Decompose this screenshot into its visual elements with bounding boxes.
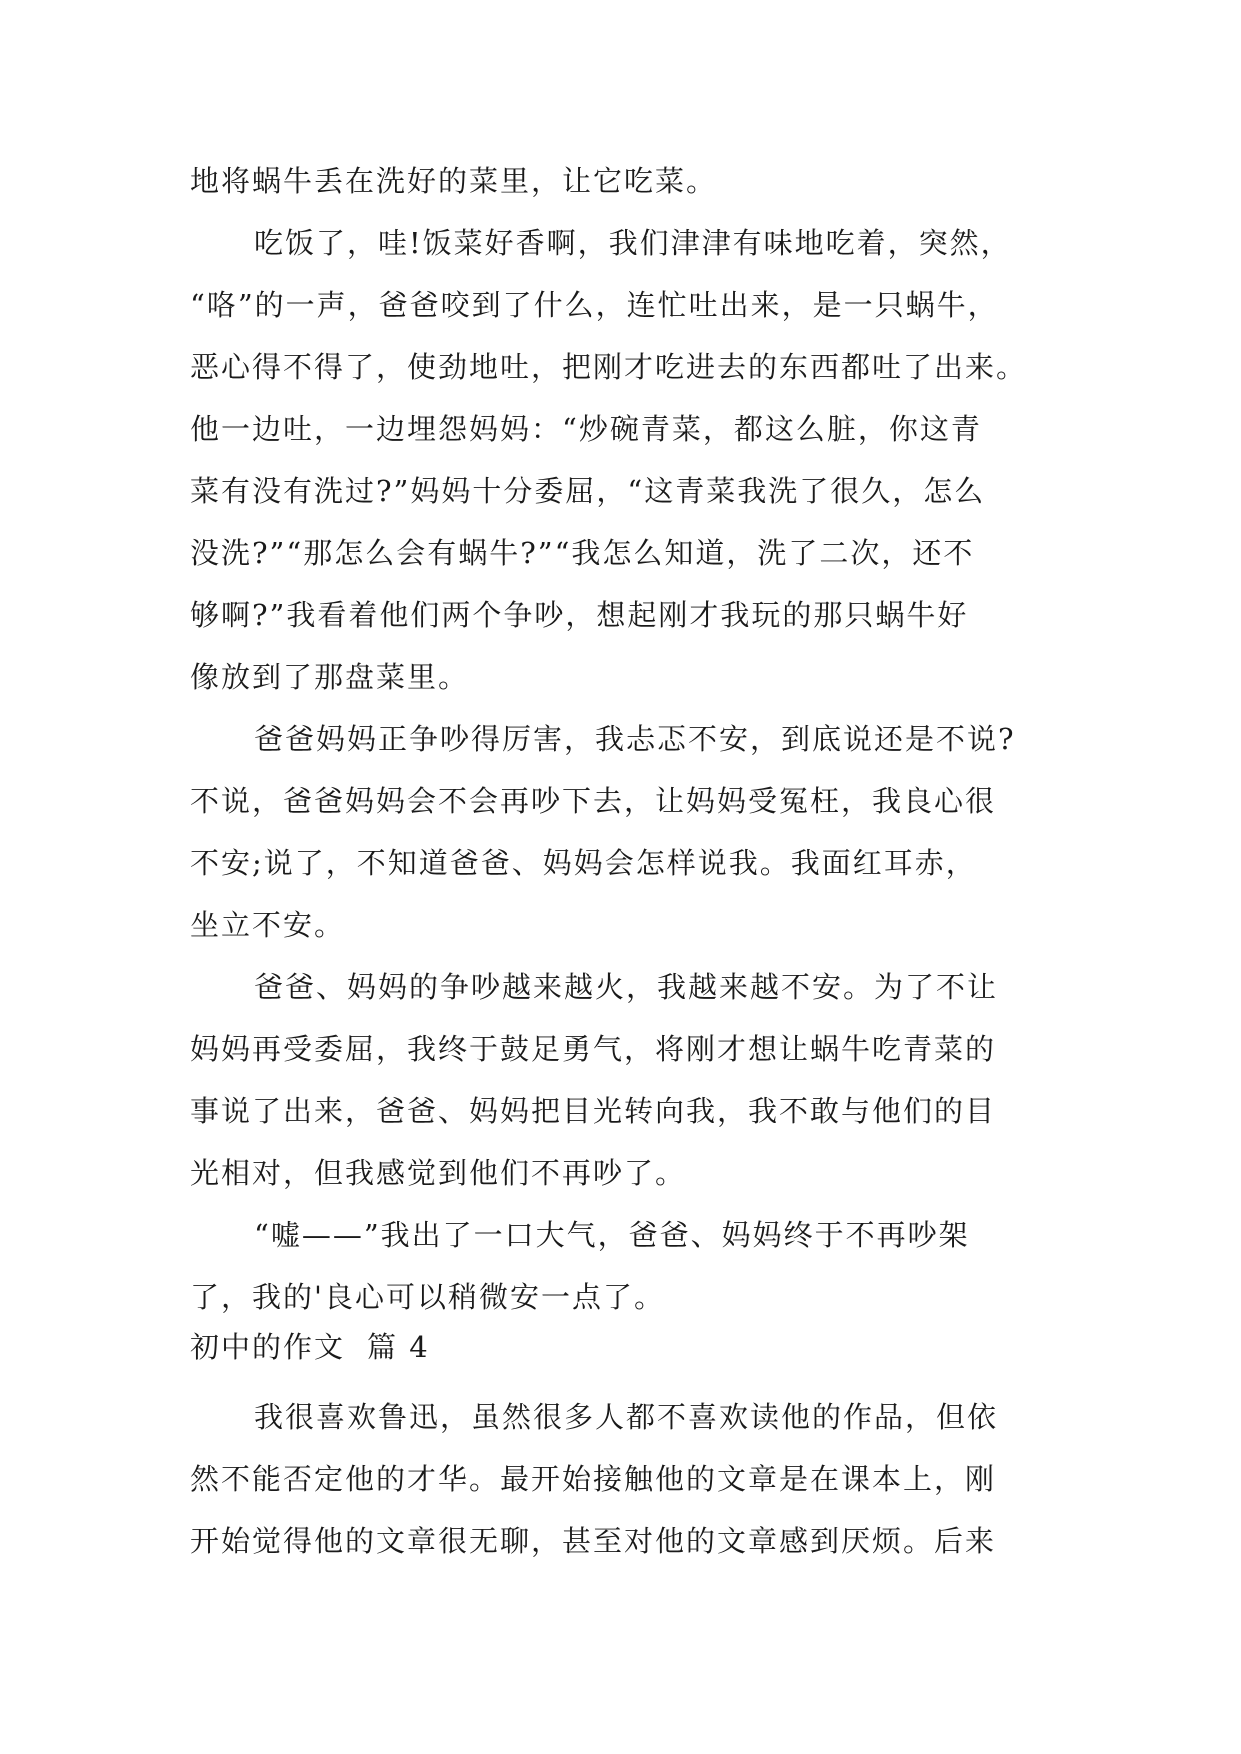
essay-heading (190, 1316, 430, 1378)
text-line: “咯”的一声，爸爸咬到了什么，连忙吐出来，是一只蜗牛， (190, 288, 999, 322)
text-line: “嘘——”我出了一口大气，爸爸、妈妈终于不再吵架 (254, 1218, 970, 1252)
essay-title: 初中的作文 (190, 1330, 346, 1364)
text-line: 然不能否定他的才华。最开始接触他的文章是在课本上，刚 (190, 1462, 997, 1496)
text-line: 吃饭了，哇!饭菜好香啊，我们津津有味地吃着，突然， (254, 226, 1012, 260)
text-line: 坐立不安。 (190, 908, 346, 942)
essay-section-3 (190, 150, 1070, 1328)
text-line: 爸爸、妈妈的争吵越来越火，我越来越不安。为了不让 (254, 970, 999, 1004)
text-line: 不说，爸爸妈妈会不会再吵下去，让妈妈受冤枉，我良心很 (190, 784, 997, 818)
text-line: 地将蜗牛丢在洗好的菜里，让它吃菜。 (190, 164, 718, 198)
text-line: 妈妈再受委屈，我终于鼓足勇气，将刚才想让蜗牛吃青菜的 (190, 1032, 997, 1066)
text-line: 菜有没有洗过?”妈妈十分委屈，“这青菜我洗了很久，怎么 (190, 474, 986, 508)
text-line: 爸爸妈妈正争吵得厉害，我忐忑不安，到底说还是不说? (254, 722, 1016, 756)
text-line: 开始觉得他的文章很无聊，甚至对他的文章感到厌烦。后来 (190, 1524, 997, 1558)
text-line: 事说了出来，爸爸、妈妈把目光转向我，我不敢与他们的目 (190, 1094, 997, 1128)
essay-part-number: 篇 4 (367, 1330, 430, 1364)
text-line: 像放到了那盘菜里。 (190, 660, 470, 694)
text-line: 不安;说了，不知道爸爸、妈妈会怎样说我。我面红耳赤， (190, 846, 977, 880)
essay-section-4 (190, 1386, 1070, 1572)
text-line: 他一边吐，一边埋怨妈妈：“炒碗青菜，都这么脏，你这青 (190, 412, 982, 446)
text-line: 了，我的'良心可以稍微安一点了。 (190, 1280, 665, 1314)
text-line: 够啊?”我看着他们两个争吵，想起刚才我玩的那只蜗牛好 (190, 598, 969, 632)
text-line: 光相对，但我感觉到他们不再吵了。 (190, 1156, 687, 1190)
text-line: 没洗?”“那怎么会有蜗牛?”“我怎么知道，洗了二次，还不 (190, 536, 975, 570)
text-line: 我很喜欢鲁迅，虽然很多人都不喜欢读他的作品，但依 (254, 1400, 999, 1434)
text-line: 恶心得不得了，使劲地吐，把刚才吃进去的东西都吐了出来。 (190, 350, 1028, 384)
